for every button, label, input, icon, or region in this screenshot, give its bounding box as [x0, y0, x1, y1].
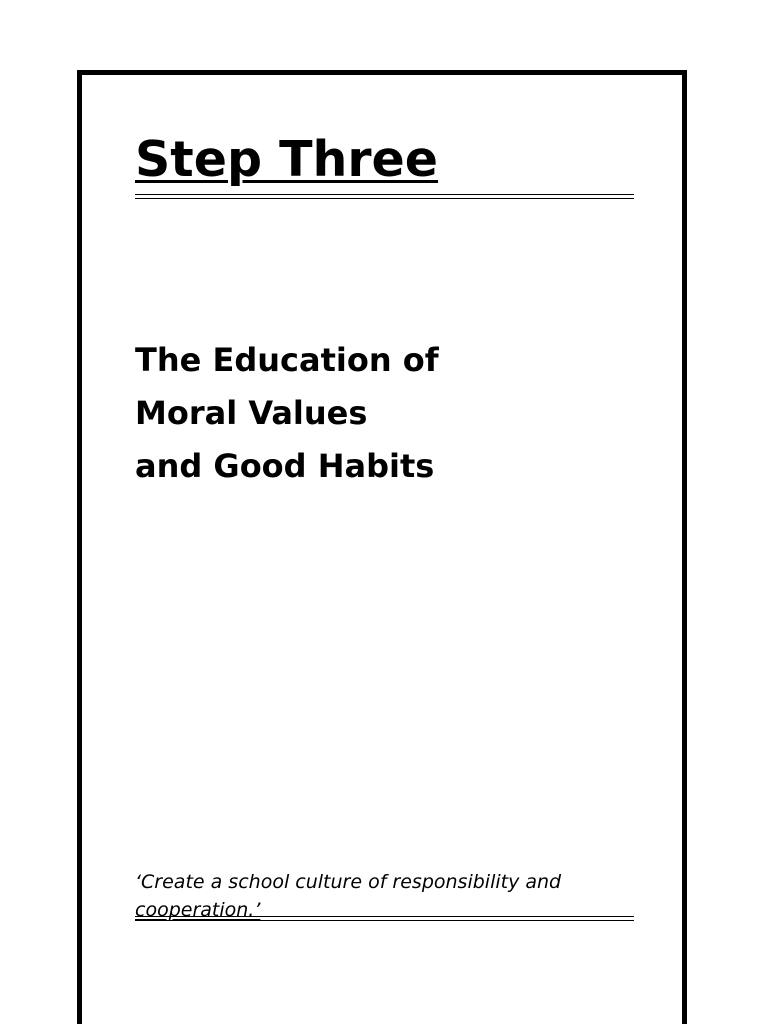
section-heading: [135, 334, 439, 493]
quote-line-1: ‘Create a school culture of responsibility and: [135, 871, 562, 893]
title-double-rule: [135, 194, 634, 199]
heading-line-2: Moral Values: [135, 394, 368, 432]
quote-line-2: cooperation.’: [135, 899, 261, 921]
heading-line-1: The Education of: [135, 341, 439, 379]
heading-line-3: and Good Habits: [135, 447, 435, 485]
step-title: Step Three: [135, 131, 439, 188]
quote-double-rule: [135, 916, 634, 921]
